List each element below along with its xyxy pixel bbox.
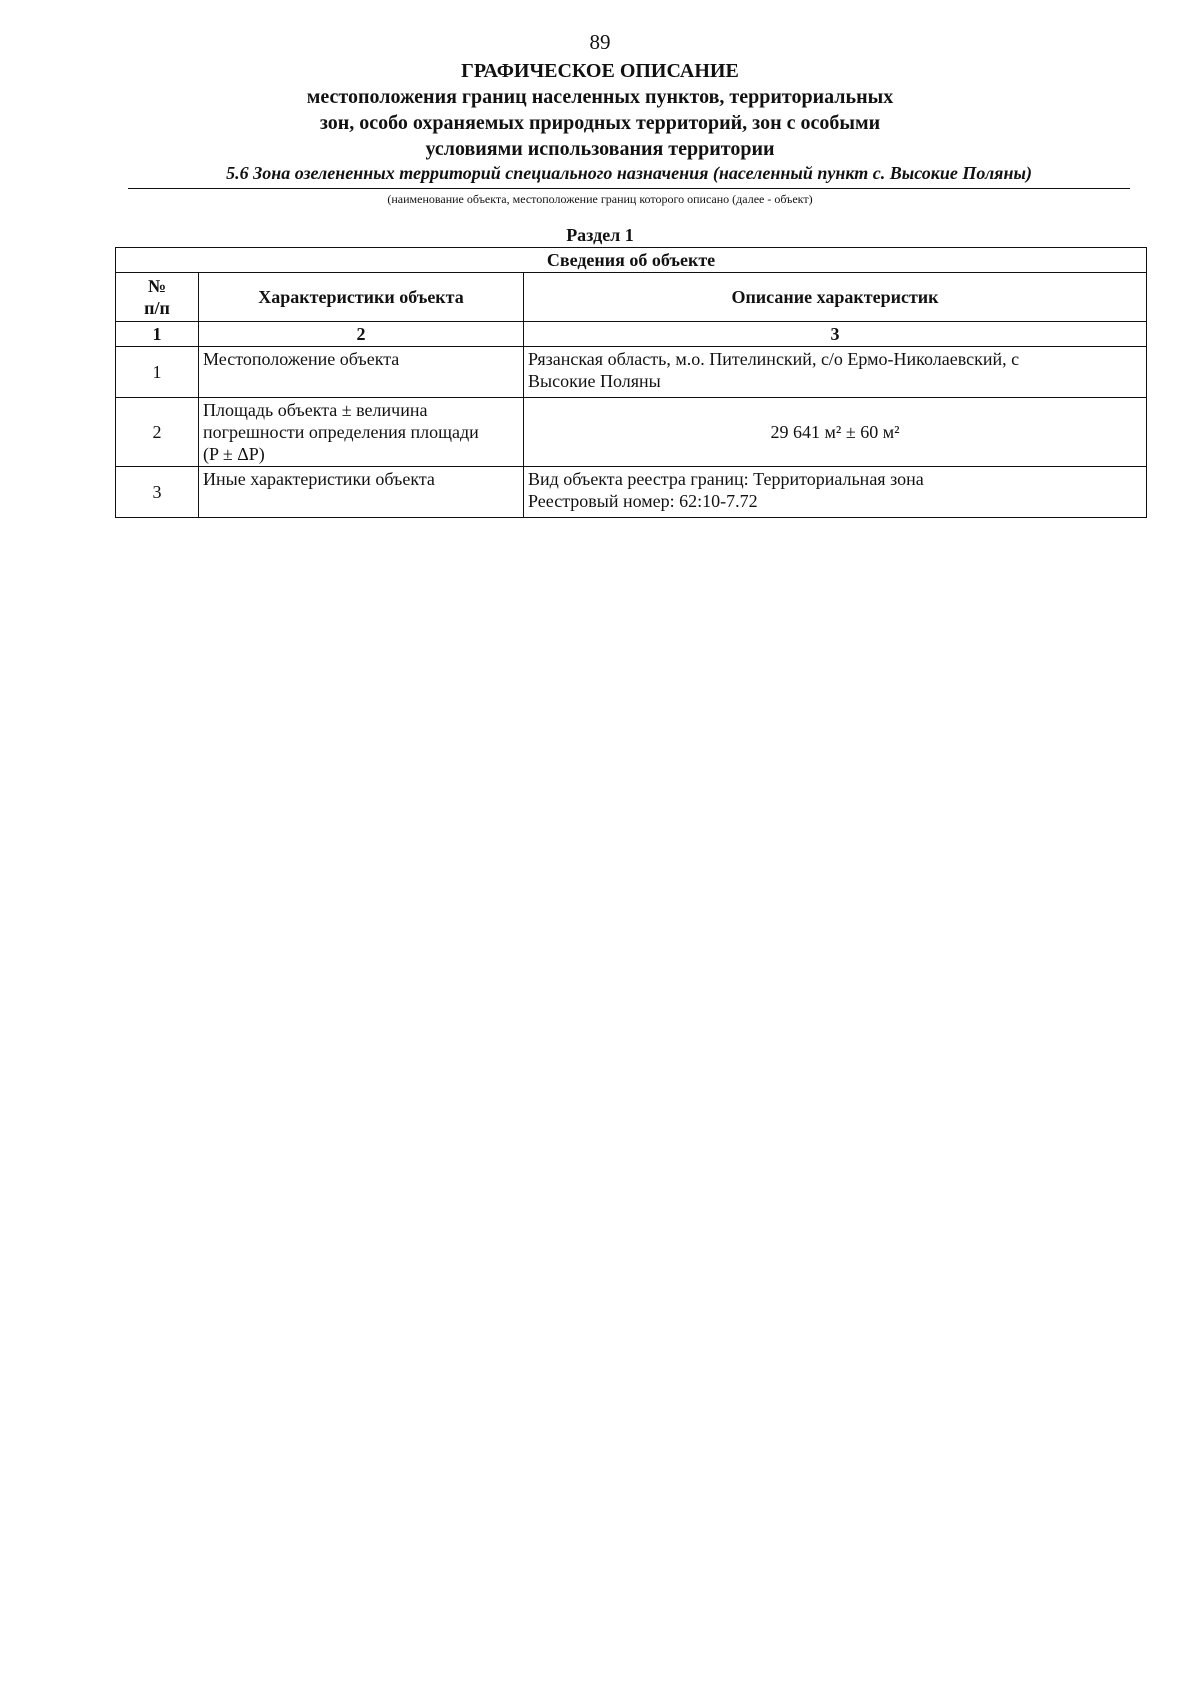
- page-number: 89: [589, 30, 611, 54]
- row-characteristic: Иные характеристики объекта: [199, 467, 524, 518]
- column-number: 2: [199, 322, 524, 347]
- column-number-row: [116, 322, 1147, 347]
- row-characteristic: [199, 398, 524, 467]
- object-info-table: [115, 247, 1147, 518]
- row-description-line: Высокие Поляны: [528, 371, 661, 391]
- column-number: 3: [524, 322, 1147, 347]
- title-main: ГРАФИЧЕСКОЕ ОПИСАНИЕ: [461, 60, 739, 82]
- table-caption: Сведения об объекте: [116, 248, 1147, 273]
- header-num-abbr: п/п: [144, 298, 170, 318]
- title-line-3: условиями использования территории: [425, 138, 775, 160]
- header-num: [116, 273, 199, 322]
- header-characteristic: Характеристики объекта: [199, 273, 524, 322]
- column-number: 1: [116, 322, 199, 347]
- header-description: Описание характеристик: [524, 273, 1147, 322]
- document-title: [0, 58, 1200, 162]
- row-description: [524, 347, 1147, 398]
- row-description: [524, 467, 1147, 518]
- row-number: 1: [116, 347, 199, 398]
- row-number: 3: [116, 467, 199, 518]
- object-name-caption: (наименование объекта, местоположение границ которого описано (далее - объект): [387, 192, 813, 206]
- table-row: [116, 347, 1147, 398]
- row-number: 2: [116, 398, 199, 467]
- section-title: Раздел 1: [566, 225, 634, 245]
- table-caption-row: [116, 248, 1147, 273]
- row-description: 29 641 м² ± 60 м²: [524, 398, 1147, 467]
- row-characteristic-line: Площадь объекта ± величина: [203, 400, 428, 420]
- row-description-line: Вид объекта реестра границ: Территориальная зона: [528, 469, 924, 489]
- header-num-symbol: №: [147, 276, 167, 296]
- row-description-line: Реестровый номер: 62:10-7.72: [528, 491, 758, 511]
- table-header-row: [116, 273, 1147, 322]
- table-row: [116, 467, 1147, 518]
- title-line-1: местоположения границ населенных пунктов, территориальных: [306, 86, 894, 108]
- table-row: [116, 398, 1147, 467]
- title-line-2: зон, особо охраняемых природных территорий, зон с особыми: [319, 112, 881, 134]
- row-characteristic-line: (P ± ΔP): [203, 444, 265, 464]
- row-characteristic-line: погрешности определения площади: [203, 422, 479, 442]
- object-name: 5.6 Зона озелененных территорий специального назначения (населенный пункт с. Высокие Поляны): [128, 162, 1130, 189]
- row-characteristic: Местоположение объекта: [199, 347, 524, 398]
- row-description-line: Рязанская область, м.о. Пителинский, с/о Ермо-Николаевский, с: [528, 349, 1020, 369]
